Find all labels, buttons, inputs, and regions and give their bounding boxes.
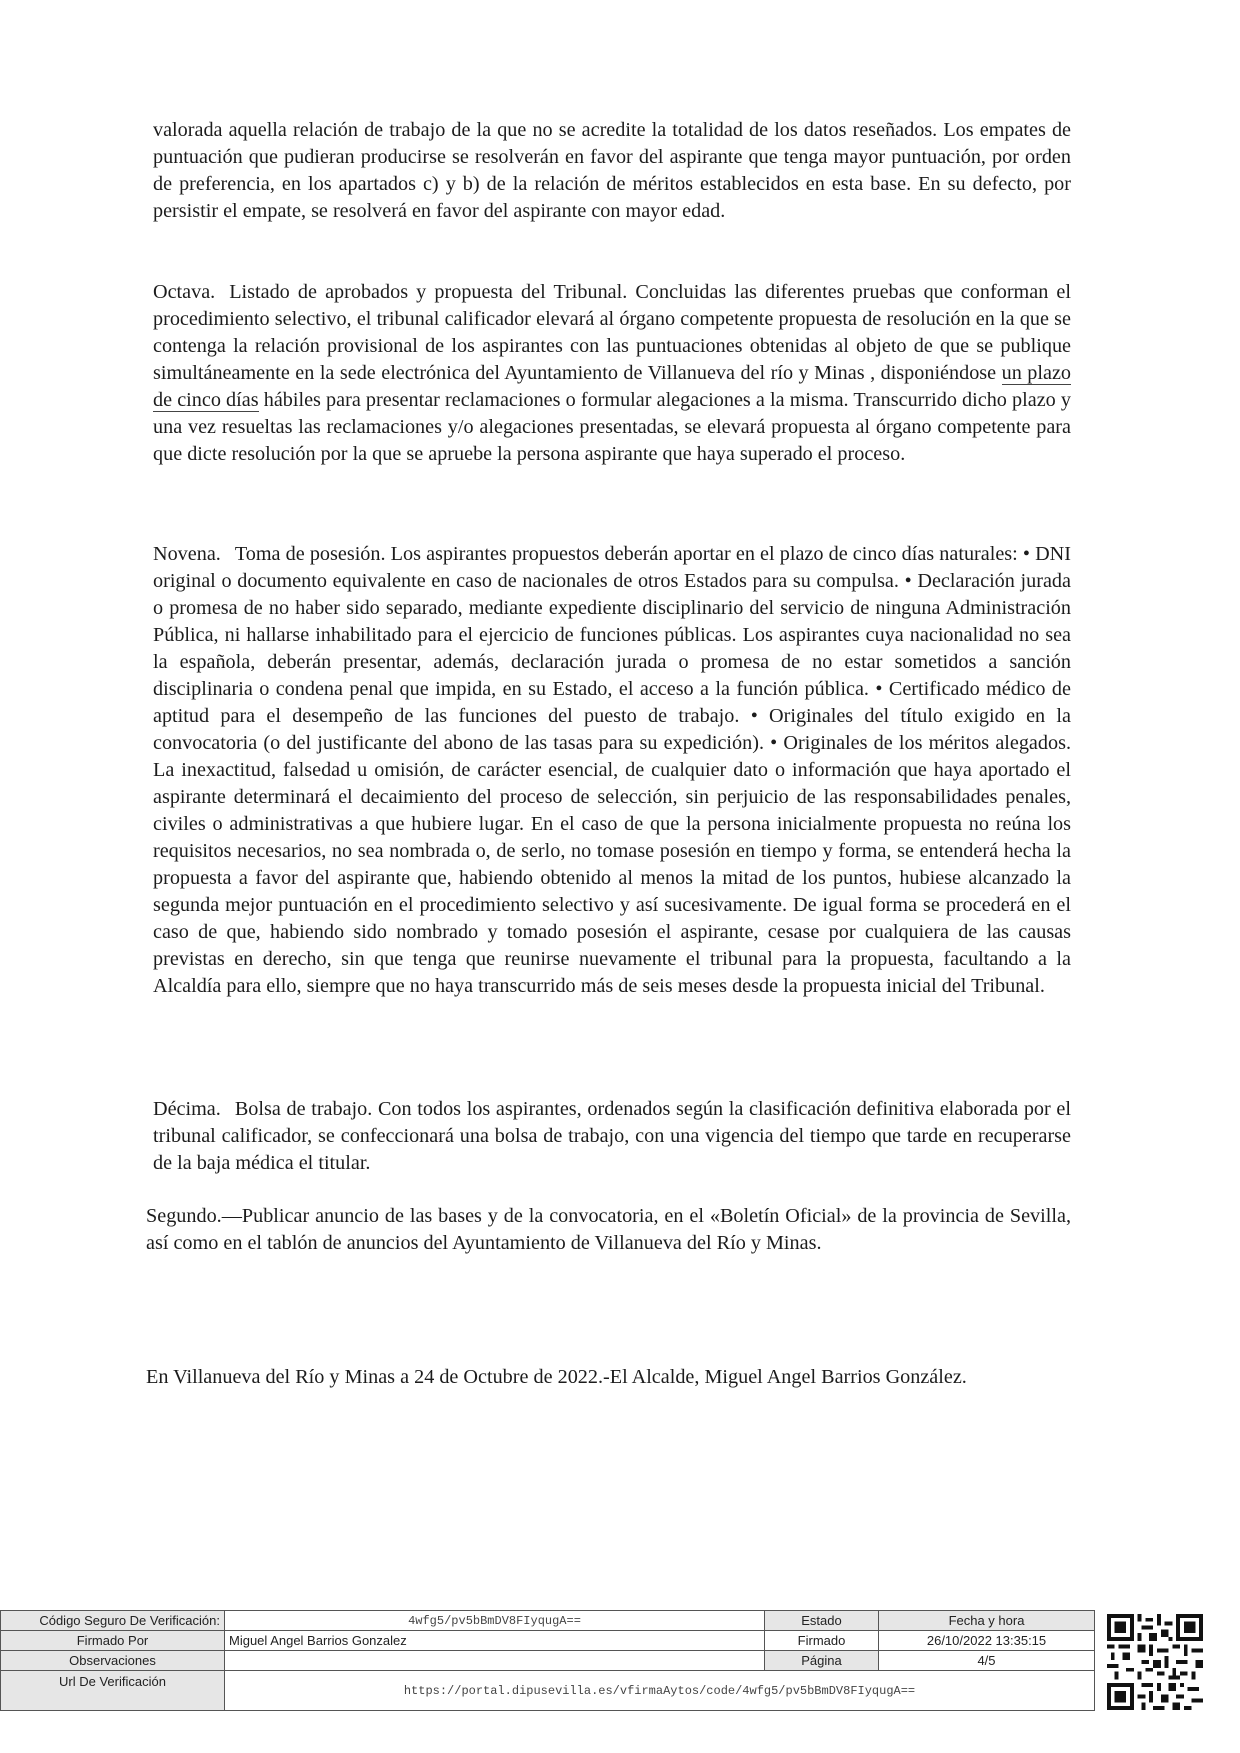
label-firmado-por: Firmado Por: [1, 1631, 225, 1651]
estado-value: Firmado: [765, 1631, 879, 1651]
paragraph-octava: [153, 279, 1071, 468]
observaciones-value: [225, 1651, 765, 1671]
label-estado: Estado: [765, 1611, 879, 1631]
verification-code-value: 4wfg5/pv5bBmDV8FIyqugA==: [225, 1611, 765, 1631]
verification-signature-table: [0, 1610, 1095, 1711]
clause-label-novena: Novena.: [153, 543, 221, 565]
label-fecha-hora: Fecha y hora: [879, 1611, 1095, 1631]
qr-code-icon: [1107, 1614, 1203, 1710]
paragraph-decima: [153, 1096, 1071, 1177]
table-row: [1, 1671, 1095, 1711]
fecha-hora-value: 26/10/2022 13:35:15: [879, 1631, 1095, 1651]
label-verification-code: Código Seguro De Verificación:: [1, 1611, 225, 1631]
clause-label-decima: Décima.: [153, 1098, 221, 1120]
paragraph-base-septima-end: valorada aquella relación de trabajo de la que no se acredite la totalidad de los datos reseñados. Los empates de puntuación que pudieran producirse se resolverán en favor del aspirante que tenga mayor puntuación, por orden de preferencia, en los apartados c) y b) de la relación de méritos establecidos en esta base. En su defecto, por persistir el empate, se resolverá en favor del aspirante con mayor edad.: [153, 119, 1071, 222]
table-row: [1, 1651, 1095, 1671]
firmado-por-value: Miguel Angel Barrios Gonzalez: [225, 1631, 765, 1651]
paragraph-segundo: Segundo.—Publicar anuncio de las bases y de la convocatoria, en el «Boletín Oficial» de la provincia de Sevilla, así como en el tablón de anuncios del Ayuntamiento de Villanueva del Río y Minas.: [146, 1205, 1071, 1254]
octava-text-a: Listado de aprobados y propuesta del Tribunal. Concluidas las diferentes pruebas que conforman el procedimiento selectivo, el tribunal calificador elevará al órgano competente propuesta de resolución en la que se contenga la relación provisional de los aspirantes con las puntuaciones obtenidas al objeto de que se publique simultáneamente en la sede electrónica del Ayuntamiento de Villanueva del río y Minas , disponiéndose: [153, 281, 1071, 384]
label-pagina: Página: [765, 1651, 879, 1671]
octava-text-b: hábiles para presentar reclamaciones o formular alegaciones a la misma. Transcurrido dicho plazo y una vez resueltas las reclamaciones y/o alegaciones presentadas, se elevará propuesta al órgano competente para que dicte resolución por la que se apruebe la persona aspirante que haya superado el proceso.: [153, 389, 1071, 465]
pagina-value: 4/5: [879, 1651, 1095, 1671]
signature-line: En Villanueva del Río y Minas a 24 de Octubre de 2022.-El Alcalde, Miguel Angel Barrios González.: [146, 1366, 967, 1388]
clause-label-octava: Octava.: [153, 281, 216, 303]
paragraph-novena: [153, 541, 1071, 1000]
octava-underlined-deadline: un plazo de cinco días: [153, 362, 1072, 411]
table-row: [1, 1611, 1095, 1631]
url-verificacion-value[interactable]: https://portal.dipusevilla.es/vfirmaAytos/code/4wfg5/pv5bBmDV8FIyqugA==: [225, 1671, 1095, 1711]
label-observaciones: Observaciones: [1, 1651, 225, 1671]
decima-text: Bolsa de trabajo. Con todos los aspirantes, ordenados según la clasificación definitiva elaborada por el tribunal calificador, se confeccionará una bolsa de trabajo, con una vigencia del tiempo que tarde en recuperarse de la baja médica el titular.: [153, 1098, 1071, 1174]
novena-text: Toma de posesión. Los aspirantes propuestos deberán aportar en el plazo de cinco días naturales: • DNI original o documento equivalente en caso de nacionales de otros Estados para su compulsa. • Declaración jurada o promesa de no haber sido separado, mediante expediente disciplinario del servicio de ninguna Administración Pública, ni hallarse inhabilitado para el ejercicio de funciones públicas. Los aspirantes cuya nacionalidad no sea la española, deberán presentar, además, declaración jurada o promesa de no estar sometidos a sanción disciplinaria o condena penal que impida, en su Estado, el acceso a la función pública. • Certificado médico de aptitud para el desempeño de las funciones del puesto de trabajo. • Originales del título exigido en la convocatoria (o del justificante del abono de las tasas para su expedición). • Originales de los méritos alegados. La inexactitud, falsedad u omisión, de carácter esencial, de cualquier dato o información que haya aportado el aspirante determinará el decaimiento del proceso de selección, sin perjuicio de las responsabilidades penales, civiles o administrativas a que hubiere lugar. En el caso de que la persona inicialmente propuesta no reúna los requisitos necesarios, no sea nombrada o, de serlo, no tomase posesión en tiempo y forma, se entenderá hecha la propuesta a favor del aspirante que, habiendo obtenido al menos la mitad de los puntos, hubiese alcanzado la segunda mejor puntuación en el procedimiento selectivo y así sucesivamente. De igual forma se procederá en el caso de que, habiendo sido nombrado y tomado posesión el aspirante, cesase por cualquiera de las causas previstas en derecho, sin que tenga que reunirse nuevamente el tribunal para la propuesta, facultando a la Alcaldía para ello, siempre que no haya transcurrido más de seis meses desde la propuesta inicial del Tribunal.: [153, 543, 1071, 997]
table-row: [1, 1631, 1095, 1651]
label-url-verificacion: Url De Verificación: [1, 1671, 225, 1711]
